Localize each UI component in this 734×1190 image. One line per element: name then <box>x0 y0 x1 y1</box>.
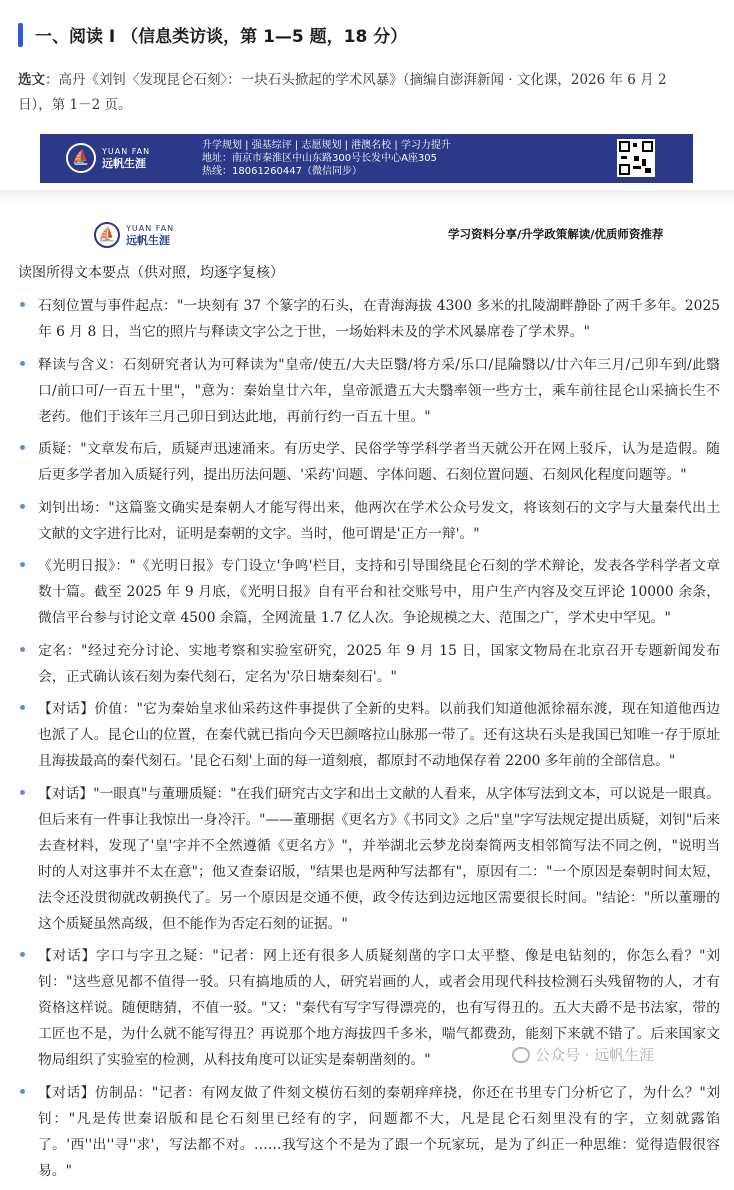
list-item-text: 《光明日报》："《光明日报》专门设立'争鸣'栏目，支持和引导围绕昆仑石刻的学术辩论，发表各学科学者文章数十篇。截至 2025 年 9 月底，《光明日报》自有平台和社交账号中，用户生产内容及交互评论 10000 余条，微信平台参与讨论文章 4500 余篇，全网流量 1.7 亿人次。争论规模之大、范围之广，学术史中罕见。" <box>38 558 720 626</box>
section-title: 一、阅读 I （信息类访谈，第 1—5 题，18 分） <box>35 27 408 47</box>
banner-services: 升学规划 | 强基综评 | 志愿规划 | 港澳名校 | 学习力提升 <box>202 140 451 151</box>
list-item <box>20 436 720 488</box>
sail-logo-icon: ⛵ <box>94 222 120 248</box>
watermark-text: 公众号 · 远帆生涯 <box>535 1046 655 1064</box>
list-item <box>20 293 720 345</box>
list-item-text: 【对话】字口与字丑之疑："记者：网上还有很多人质疑刻凿的字口太平整、像是电钻刻的，你怎么看？"刘钊："这些意见都不值得一驳。只有搞地质的人，研究岩画的人，或者会用现代科技检测石头残留物的人，才有资格这样说。随便瞎猜，不值一驳。"又："秦代有写字写得漂亮的，也有写得丑的。五大夫爵不是书法家，带的工匠也不是，为什么就不能写得丑？再说那个地方海拔四千多米，喘气都费劲，能刻下来就不错了。后来国家文物局组织了实验室的检测，从科技角度可以证实是秦朝凿刻的。" <box>38 948 720 1068</box>
list-item <box>20 781 720 937</box>
source-label: 选文 <box>18 72 45 88</box>
banner-logo <box>66 143 150 173</box>
bullet-icon <box>20 302 25 307</box>
banner-logo-en: YUAN FAN <box>102 147 151 156</box>
bullet-icon <box>20 647 25 652</box>
qr-code-icon[interactable] <box>617 139 655 177</box>
watermark <box>512 1044 654 1065</box>
source-citation <box>18 68 698 118</box>
section-heading <box>18 22 407 47</box>
list-item-text: 【对话】"一眼真"与董珊质疑："在我们研究古文字和出土文献的人看来，从字体写法到文本，可以说是一眼真。但后来有一件事让我惊出一身冷汗。"——董珊据《更名方》《书同文》之后"皇"字写法规定提出质疑，刘钊"后来去查材料，发现了'皇'字并不全然遵循《更名方》"，并举湖北云梦龙岗秦简两支相邻简写法不同之例，"说明当时的人对这事并不太在意"；他又查秦诏版，"结果也是两种写法都有"，原因有二："一个原因是秦朝时间太短，法令还没贯彻就改朝换代了。另一个原因是交通不便，政令传达到边远地区需要很长时间。"结论："所以董珊的这个质疑虽然高级，但不能作为否定石刻的证据。" <box>38 785 720 932</box>
list-item <box>20 638 720 690</box>
source-text: ：高丹《刘钊〈发现昆仑石刻〉：一块石头掀起的学术风暴》（摘编自澎湃新闻 · 文化课，2026 年 6 月 2 日），第 1－2 页。 <box>18 72 667 113</box>
list-item-text: 【对话】仿制品："记者：有网友做了件刻文模仿石刻的秦朝痒痒挠，你还在书里专门分析它了，为什么？"刘钊："凡是传世秦诏版和昆仑石刻里已经有的字，问题都不大，凡是昆仑石刻里没有的字，立刻就露馅了。'西''出''寻''求'，写法都不对。……我写这个不是为了跟一个玩家玩，是为了纠正一种思维：觉得造假很容易。" <box>38 1084 720 1179</box>
intro-text: 读图所得文本要点（供对照，均逐字复核） <box>18 265 284 281</box>
header-logo-en: YUAN FAN <box>126 224 175 233</box>
header-logo-cn: 远帆生涯 <box>126 234 170 247</box>
list-item-text: 石刻位置与事件起点："一块刻有 37 个篆字的石头，在青海海拔 4300 多米的扎陵湖畔静卧了两千多年。2025 年 6 月 8 日，当它的照片与释读文字公之于世，一场始料未及的学术风暴席卷了学术界。" <box>38 298 720 340</box>
page-header <box>0 212 734 256</box>
bullet-icon <box>20 952 25 957</box>
bullet-icon <box>20 361 25 366</box>
bullet-icon <box>20 790 25 795</box>
list-item-text: 【对话】价值："它为秦始皇求仙采药这件事提供了全新的史料。以前我们知道他派徐福东渡，现在知道他西边也派了人。昆仑山的位置，在秦代就已指向今天巴颜喀拉山脉那一带了。还有这块石头是我国已知唯一存于原址且海拔最高的秦代刻石。'昆仑石刻'上面的每一道刻痕，都原封不动地保存着 2200 多年前的全部信息。" <box>38 701 720 769</box>
banner-address: 地址：南京市秦淮区中山东路300号长发中心A座305 <box>202 153 438 164</box>
wechat-icon <box>512 1047 530 1063</box>
ad-banner[interactable] <box>40 134 693 183</box>
list-item-text: 定名："经过充分讨论、实地考察和实验室研究，2025 年 9 月 15 日，国家文物局在北京召开专题新闻发布会，正式确认该石刻为秦代刻石，定名为'尕日塘秦刻石'。" <box>38 642 720 685</box>
list-item <box>20 1080 720 1184</box>
list-item-text: 质疑："文章发布后，质疑声迅速涌来。有历史学、民俗学等学科学者当天就公开在网上驳斥，认为是造假。随后更多学者加入质疑行列，提出历法问题、'采药'问题、字体问题、石刻位置问题、石刻风化程度问题等。" <box>38 441 720 483</box>
sail-logo-icon: ⛵ <box>66 143 96 173</box>
bullet-icon <box>20 562 25 567</box>
list-item-text: 释读与含义：石刻研究者认为可释读为"皇帝/使五/大夫臣翳/将方采/乐口/昆陯翳以/廿六年三月/己卯车到/此翳口/前口可/一百五十里"，"意为：秦始皇廿六年，皇帝派遣五大夫翳率领一些方士，乘车前往昆仑山采摘长生不老药。他们于该年三月己卯日到达此地，再前行约一百五十里。" <box>38 356 720 425</box>
list-item <box>20 696 720 774</box>
header-tagline: 学习资料分享/升学政策解读/优质师资推荐 <box>448 227 664 241</box>
bullet-icon <box>20 445 25 450</box>
list-item <box>20 553 720 631</box>
bullet-icon <box>20 504 25 509</box>
heading-accent-bar <box>18 23 23 47</box>
bullet-icon <box>20 705 25 710</box>
list-item-text: 刘钊出场："这篇鉴文确实是秦朝人才能写得出来，他两次在学术公众号发文，将该刻石的文字与大量秦代出土文献的文字进行比对，证明是秦朝的文字。当时，他可谓是'正方一辩'。" <box>38 499 720 542</box>
bullet-icon <box>20 1089 25 1094</box>
page-divider <box>0 190 734 204</box>
banner-hotline: 热线：18061260447（微信同步） <box>202 166 362 177</box>
banner-logo-cn: 远帆生涯 <box>102 157 146 170</box>
banner-text <box>202 139 451 178</box>
list-item <box>20 495 720 547</box>
list-item <box>20 352 720 430</box>
header-logo <box>94 222 174 248</box>
